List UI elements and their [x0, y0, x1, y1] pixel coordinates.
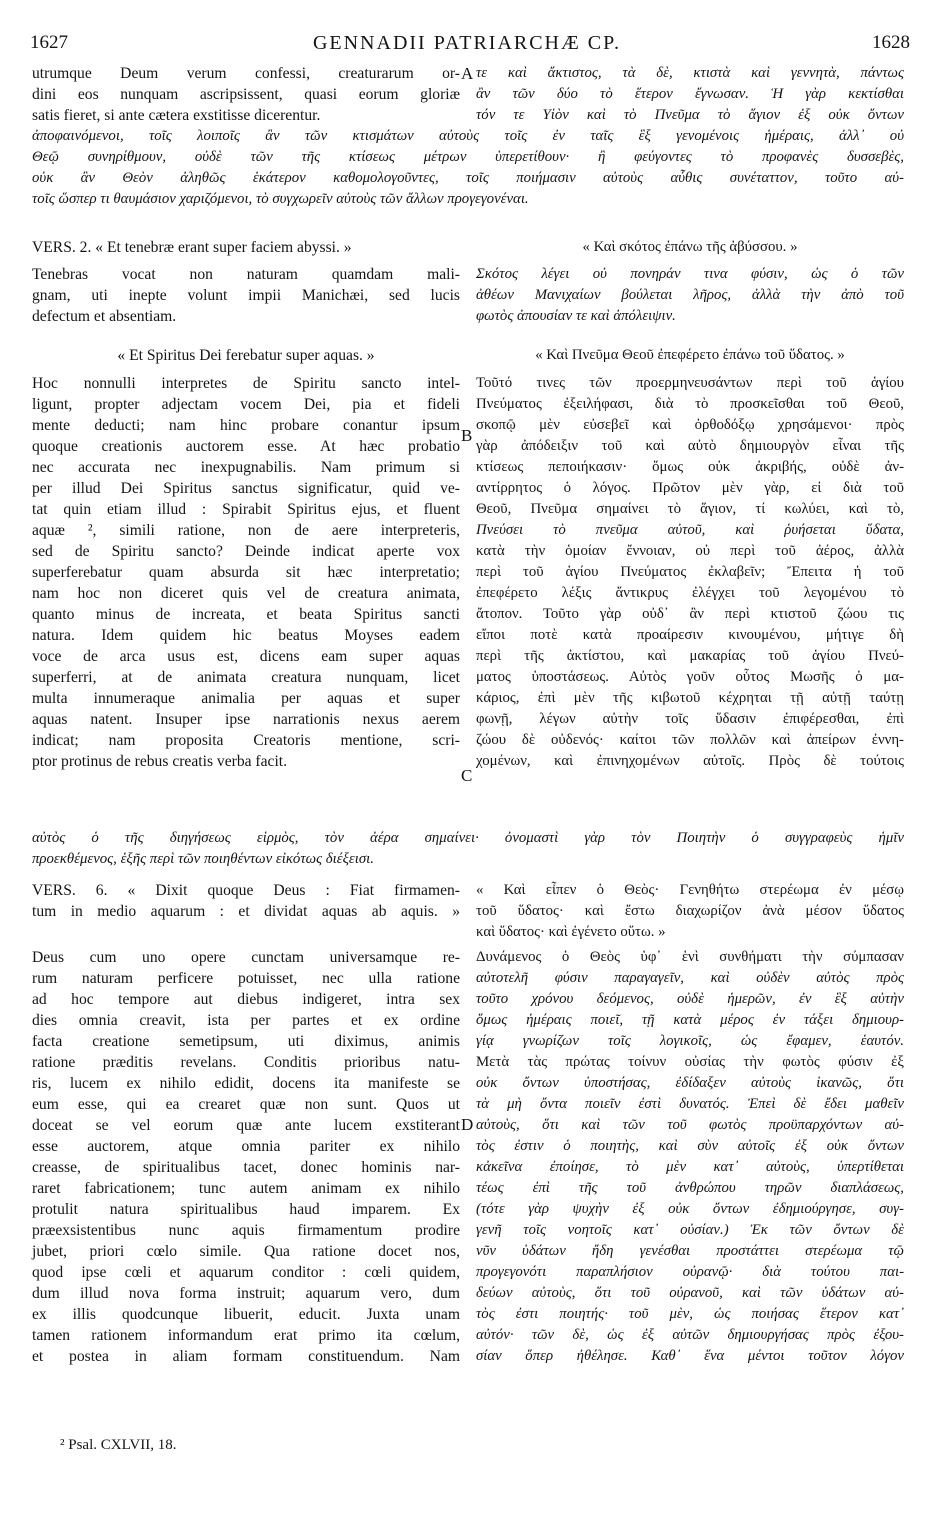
margin-letter-b: B [461, 426, 473, 445]
text-line: ζώου δὲ οὐδενός· καίτοι τῶν πολλῶν καὶ ἀπείρων ἐννη- [476, 732, 904, 748]
text-line: quanto minus de increata, et beata Spiritus sancti [32, 606, 460, 623]
text-line: ex illis quodcunque libuerit, educit. Juxta unam [32, 1306, 460, 1323]
verse-heading: VERS. 2. « Et tenebræ erant super faciem abyssi. » [32, 239, 352, 256]
text-line: σκοπῷ μὲν εὐσεβεῖ καὶ ὀρθοδόξῳ χρησάμενοι· πρὸς [476, 417, 904, 433]
text-line: tat quin etiam illud : Spirabit Spiritus ejus, et fluent [32, 501, 460, 518]
text-line: sed de Spiritu sancto? Deinde indicat aperte vox [32, 543, 460, 560]
text-line: superferebatur quam absurda sit hæc interpretatio; [32, 564, 460, 581]
text-line: περὶ τοῦ ἁγίου Πνεύματος ἐκλαβεῖν; Ἔπειτα ἡ τοῦ [476, 564, 904, 580]
verse-heading: tum in medio aquarum : et dividat aquas ab aquis. » [32, 903, 460, 920]
text-line: indicat; nam proposita Creatoris mentione, scri- [32, 732, 460, 749]
text-line: κάριος, ἐπὶ μὲν τῆς κιβωτοῦ κέχρηται τῇ αὐτῇ ταύτῃ [476, 690, 904, 706]
text-line: ἂν τῶν δύο τὸ ἕτερον ἔγνωσαν. Ἡ γὰρ κεκτίσθαι [476, 86, 904, 102]
spiritus-latin-body [32, 373, 460, 772]
margin-letter-c: C [461, 766, 473, 785]
text-line: νῦν ὑδάτων ἤδη γενέσθαι προστάττει στερέωμα τῷ [476, 1243, 904, 1259]
verse-heading: « Καὶ Πνεῦμα Θεοῦ ἐπεφέρετο ἐπάνω τοῦ ὕδατος. » [535, 347, 845, 363]
text-line: Σκότος λέγει οὐ πονηράν τινα φύσιν, ὡς ὁ τῶν [476, 266, 904, 282]
text-line: utrumque Deum verum confessi, creaturarum or- [32, 65, 460, 82]
text-line: τὸς ἐστιν ὁ ποιητὴς, καὶ σὺν αὐτοῖς ἐξ οὐκ ὄντων [476, 1138, 904, 1154]
vers2-latin [32, 237, 460, 327]
vers6-greek-heading [476, 880, 904, 943]
verse-heading: VERS. 6. « Dixit quoque Deus : Fiat firmamen- [32, 882, 460, 899]
text-line: superferri, at de animata creatura nunquam, licet [32, 669, 460, 686]
text-line: natura. Idem quidem hic beatus Moyses eadem [32, 627, 460, 644]
text-line: τὸς ἐστι ποιητής· τοῦ μὲν, ὡς ποιήσας ἕτερον κατ᾽ [476, 1306, 904, 1322]
top-greek-column [476, 63, 904, 126]
text-line: γὰρ ἀπόδειξιν τοῦ καὶ αὐτὸ δημιουργὸν εἶναι τῆς [476, 438, 904, 454]
text-line: defectum et absentiam. [32, 308, 177, 325]
text-line: Μετὰ τὰς πρώτας τοίνυν οὐσίας τὴν φωτὸς φύσιν ἐξ [476, 1054, 904, 1070]
text-line: jubet, priori cœlo simile. Qua ratione docet nos, [32, 1243, 460, 1260]
text-line: aquæ ², simili ratione, non de aere interpreteris, [32, 522, 460, 539]
vers6-latin [32, 947, 460, 1367]
text-line: σίαν ὅπερ ἠθέλησε. Καθ᾽ ἕνα μέντοι τοῦτον λόγον [476, 1348, 904, 1364]
margin-letter-a: A [461, 64, 474, 83]
text-line: δεύων αὐτοὺς, ὅτι τοῦ οὐρανοῦ, καὶ τῶν ὑδάτων αὐ- [476, 1285, 904, 1301]
text-line: προγεγονότι παραπλήσιον οὐρανῷ· διὰ τούτου παι- [476, 1264, 904, 1280]
text-line: protulit natura spiritualibus haud imparem. Ex [32, 1201, 460, 1218]
text-line: dum illud nova forma instruit; aquarum vero, dum [32, 1285, 460, 1302]
page-header [0, 32, 934, 58]
verse-heading: « Et Spiritus Dei ferebatur super aquas. » [117, 347, 375, 364]
spiritus-latin [32, 345, 460, 772]
text-line: αντίρρητος ὁ λόγος. Πρῶτον μὲν γὰρ, εἰ διὰ τοῦ [476, 480, 904, 496]
page-number-left: 1627 [30, 32, 68, 53]
text-line: Θεοῦ, Πνεῦμα σημαίνει τὸ ἅγιον, τί κωλύει, καὶ τὸ, [476, 501, 904, 517]
text-line: κατὰ τὴν ὁμοίαν ἔννοιαν, οὐ περὶ τοῦ ἀέρος, ἀλλὰ [476, 543, 904, 559]
vers2-greek [476, 237, 904, 327]
spiritus-greek-body [476, 373, 904, 772]
text-line: Πνεύσει τὸ πνεῦμα αὐτοῦ, καὶ ῥυήσεται ὕδατα, [476, 522, 904, 538]
text-line: creasse, de spiritualibus tacet, donec hominis nar- [32, 1159, 460, 1176]
text-line: τοῖς ὥσπερ τι θαυμάσιον χαριζόμενοι, τὸ συγχωρεῖν αὐτοὺς τῶν ἄλλων προγεγονέναι. [32, 191, 529, 207]
text-line: rum naturam perficere potuisset, nec ulla ratione [32, 970, 460, 987]
text-line: αὐτόν· τῶν δὲ, ὡς ἐξ αὐτῶν δημιουργήσας πρὸς ἐξου- [476, 1327, 904, 1343]
text-line: doceat se vel eorum quæ ante lucem exstiterant [32, 1117, 460, 1134]
text-line: ptor protinus de rebus creatis verba facit. [32, 753, 288, 770]
text-line: mente deducti; nam hinc probare conantur ipsum [32, 417, 460, 434]
text-line: ἀθέων Μανιχαίων βούλεται λῆρος, ἀλλὰ τὴν ἀπὸ τοῦ [476, 287, 904, 303]
text-line: Deus cum uno opere cunctam universamque re- [32, 949, 460, 966]
text-line: ἐπεφέρετο λέξις ἄντικρυς ἐλέγχει τοῦ λεγομένου τὸ [476, 585, 904, 601]
margin-letter-d: D [461, 1115, 474, 1134]
running-title: GENNADII PATRIARCHÆ CP. [312, 32, 622, 54]
text-line: dini eos nunquam ascripsissent, quasi eorum gloriæ [32, 86, 460, 103]
text-line: gnam, uti inepte volunt impii Manichæi, sed lucis [32, 287, 460, 304]
text-line: aquas natent. Insuper ipse narrationis nexus aerem [32, 711, 460, 728]
text-line: κἀκεῖνα ἐποίησε, τὸ μὲν κατ᾽ αὐτοὺς, ὑπερτίθεται [476, 1159, 904, 1175]
text-line: Tenebras vocat non naturam quamdam mali- [32, 266, 460, 283]
text-line: raret fabricationem; tunc autem animam ex nihilo [32, 1180, 460, 1197]
text-line: nec accurata nec inexpugnabilis. Nam primum si [32, 459, 460, 476]
text-line: ὅμως ἡμέραις ποιεῖ, τῇ κατὰ μέρος ἐν τάξει δημιουρ- [476, 1012, 904, 1028]
text-line: φωτὸς ἀπουσίαν τε καὶ ἀπόλειψιν. [476, 308, 676, 324]
text-line: quod ipse cœli et aquarum conditor : cœli quidem, [32, 1264, 460, 1281]
vers6-latin-heading [32, 880, 460, 922]
text-line: προεκθέμενος, ἑξῆς περὶ τῶν ποιηθέντων εἰκότως διέξεισι. [32, 851, 374, 867]
verse-heading: « Καὶ σκότος ἐπάνω τῆς ἀβύσσου. » [582, 239, 798, 255]
text-line: ἀποφαινόμενοι, τοῖς λοιποῖς ἂν τῶν κτισμάτων αὐτοὺς τοῖς ἐν ταῖς ἓξ γενομένοις ἡμέραις, ἀλλ᾽ οὐ [32, 128, 904, 144]
text-line: tamen rationem informandum erat primo ita cœlum, [32, 1327, 460, 1344]
text-line: et postea in aliam formam constituendum. Nam [32, 1348, 460, 1365]
text-line: ματος ὑποστάσεως. Αὐτὸς γοῦν οὗτος Μωσῆς ὁ μα- [476, 669, 904, 685]
spiritus-greek [476, 345, 904, 772]
text-line: facta creatione semetipsum, uti diximus, animis [32, 1033, 460, 1050]
text-line: Hoc nonnulli interpretes de Spiritu sancto intel- [32, 375, 460, 392]
text-line: φωνῇ, λέγων αὐτὴν τοῖς ὕδασιν ἐπιφέρεσθαι, ἐπὶ [476, 711, 904, 727]
verse-heading: τοῦ ὕδατος· καὶ ἔστω διαχωρίζον ἀνὰ μέσον ὕδατος [476, 903, 904, 919]
text-line: τέως ἐπὶ τῆς τοῦ ἀνθρώπου τηρῶν διαπλάσεως, [476, 1180, 904, 1196]
text-line: αὐτὸς ὁ τῆς διηγήσεως εἱρμὸς, τὸν ἀέρα σημαίνει· ὀνομαστὶ γὰρ τὸν Ποιητὴν ὁ συγγραφεὺς ἡμῖν [32, 830, 904, 846]
text-line: Θεῷ συνηρίθμουν, οὐδὲ τῶν τῆς κτίσεως μέτρων ὑπερετίθουν· ἢ φεύγοντες τὸ προφανὲς δυσσεβὲς, [32, 149, 904, 165]
text-line: γενῆ τοῖς νοητοῖς κατ᾽ οὐσίαν.) Ἐκ τῶν ὄντων δὲ [476, 1222, 904, 1238]
footnote: ² Psal. CXLVII, 18. [60, 1437, 177, 1453]
full-width-greek-1 [32, 126, 904, 210]
top-latin-column [32, 63, 460, 126]
text-line: Πνεύματος ἐξειλήφασι, διὰ τὸ προσκεῖσθαι τοῦ Θεοῦ, [476, 396, 904, 412]
text-line: ris, lucem ex nihilo edidit, docens ita manifeste se [32, 1075, 460, 1092]
text-line: τε καὶ ἄκτιστος, τὰ δὲ, κτιστὰ καὶ γεννητὰ, πάντως [476, 65, 904, 81]
text-line: κτίσεως πεποιήκασιν· ὅμως οὐκ ἀκριβής, οὐδὲ ἀν- [476, 459, 904, 475]
text-line: esse auctorem, atque omnia pariter ex nihilo [32, 1138, 460, 1155]
text-line: ad hoc tempore aut diebus indigeret, intra sex [32, 991, 460, 1008]
text-line: nam hoc non diceret quis vel de creatura animata, [32, 585, 460, 602]
text-line: satis fieret, si ante cætera exstitisse dicerentur. [32, 107, 321, 124]
text-line: præexsistentibus nunc aquis firmamentum prodire [32, 1222, 460, 1239]
text-line: voce de arca usus est, dicens eam super aquas [32, 648, 460, 665]
text-line: περὶ τῆς ἀκτίστου, καὶ μακαρίας τοῦ ἁγίου Πνεύ- [476, 648, 904, 664]
text-line: multa innumeraque animalia per aquas et super [32, 690, 460, 707]
text-line: χομένων, καὶ ἐπινηχομένων αὐτοῖς. Πρὸς δὲ τούτοις [476, 753, 904, 769]
text-line: ἄτοπον. Τοῦτο γὰρ οὐδ᾽ ἂν περὶ κτιστοῦ ζώου τις [476, 606, 904, 622]
verse-heading: καὶ ὕδατος· καὶ ἐγένετο οὕτω. » [476, 924, 666, 940]
text-line: εἴποι ποτὲ κατὰ προαίρεσιν κινουμένου, μήτιγε δὴ [476, 627, 904, 643]
text-line: per illud Dei Spiritus sanctus significatur, quid ve- [32, 480, 460, 497]
verse-heading: « Καὶ εἶπεν ὁ Θεὸς· Γενηθήτω στερέωμα ἐν μέσῳ [476, 882, 904, 898]
text-line: τοῦτο χρόνου δεόμενος, οὐδὲ ἡμερῶν, ἐν ἓξ αὐτὴν [476, 991, 904, 1007]
text-line: (τότε γὰρ ψυχὴν ἐξ οὐκ ὄντων ἐδημιούργησε, συγ- [476, 1201, 904, 1217]
text-line: αὐτοτελῆ φύσιν παραγαγεῖν, καὶ οὐδὲν αὐτὸς πρὸς [476, 970, 904, 986]
text-line: Τοῦτό τινες τῶν προερμηνευσάντων περὶ τοῦ ἁγίου [476, 375, 904, 391]
text-line: τὰ μὴ ὄντα ποιεῖν ἐστὶ δυνατός. Ἐπεὶ δὲ ἔδει μαθεῖν [476, 1096, 904, 1112]
text-line: οὐκ ἂν Θεὸν ἀληθῶς ἑκάτερον καθομολογοῦντες, τοῖς ποιήμασιν αὐτοὺς αὖθις συνέταττον, τοῦτο αὐ- [32, 170, 904, 186]
text-line: dies omnia creavit, ista per partes et ex ordine [32, 1012, 460, 1029]
text-line: γίᾳ γνωρίζων τοῖς λογικοῖς, ὡς ἔφαμεν, ἑαυτόν. [476, 1033, 904, 1049]
text-line: ratione præditis revelans. Conditis prioribus natu- [32, 1054, 460, 1071]
page-number-right: 1628 [872, 32, 910, 53]
text-line: quoque creationis auctorem esse. At hæc probatio [32, 438, 460, 455]
text-line: τόν τε Υἱὸν καὶ τὸ Πνεῦμα τὸ ἅγιον ἐξ οὐκ ὄντων [476, 107, 904, 123]
vers6-greek [476, 947, 904, 1367]
text-line: οὐκ ὄντων ὑποστήσας, ἐδίδαξεν αὐτοὺς ἱκανῶς, ὅτι [476, 1075, 904, 1091]
text-line: eum esse, qui ea crearet quæ non sunt. Quos ut [32, 1096, 460, 1113]
text-line: ligunt, propter adjectam vocem Dei, pia et fideli [32, 396, 460, 413]
text-line: αὐτοὺς, ὅτι καὶ τῶν τοῦ φωτὸς προϋπαρχόντων αὐ- [476, 1117, 904, 1133]
text-line: Δυνάμενος ὁ Θεὸς ὑφ᾽ ἑνὶ συνθήματι τὴν σύμπασαν [476, 949, 904, 965]
full-width-greek-2 [32, 828, 904, 870]
